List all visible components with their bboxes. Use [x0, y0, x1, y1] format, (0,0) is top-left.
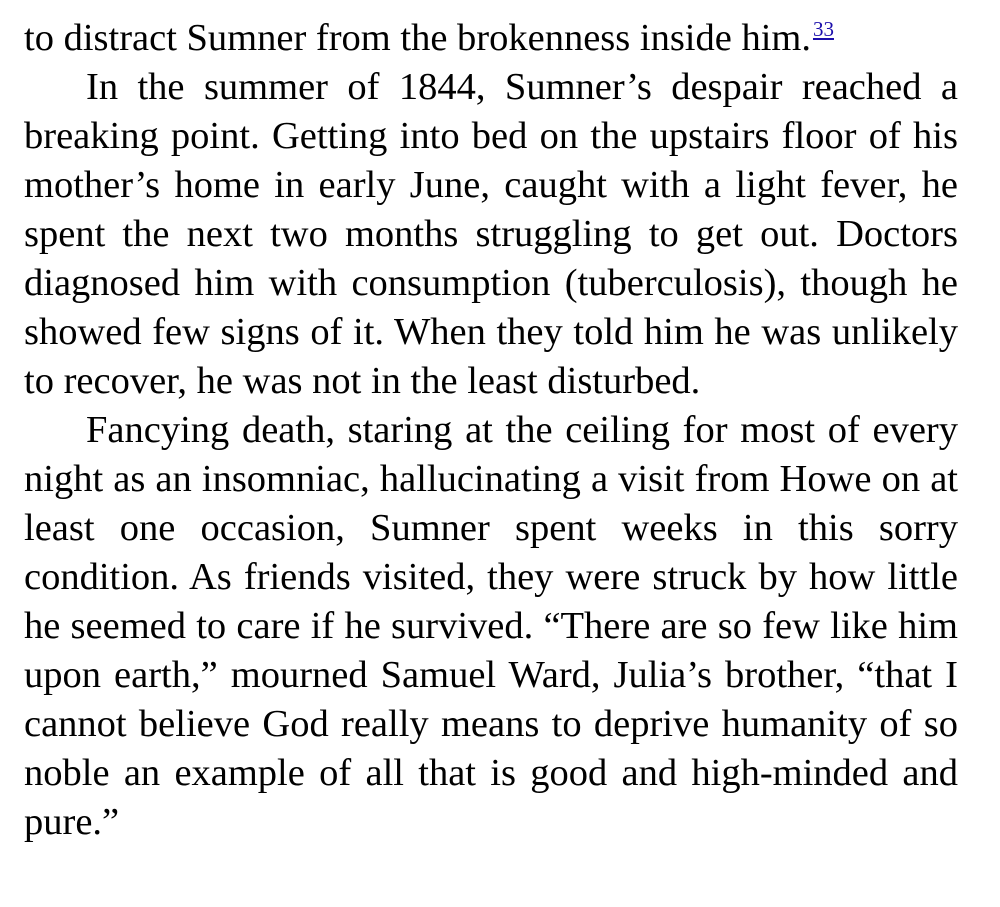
paragraph-continuation	[24, 14, 958, 63]
paragraph-summer-1844: In the summer of 1844, Sumner’s despair reached a breaking point. Getting into bed on the upstairs floor of his mother’s home in early June, caught with a light fever, he spent the next two months struggling to get out. Doctors diagnosed him with consumption (tuberculosis), though he showed few signs of it. When they told him he was unlikely to recover, he was not in the least disturbed.	[24, 66, 958, 402]
book-page	[24, 14, 958, 847]
paragraph-fancying-death: Fancying death, staring at the ceiling for most of every night as an insomniac, hallucinating a visit from Howe on at least one occasion, Sumner spent weeks in this sorry condition. As friends visited, they were struck by how little he seemed to care if he survived. “There are so few like him upon earth,” mourned Samuel Ward, Julia’s brother, “that I cannot believe God really means to deprive humanity of so noble an example of all that is good and high-minded and pure.”	[24, 409, 958, 843]
paragraph-text: to distract Sumner from the brokenness inside him.	[24, 17, 811, 59]
footnote-link[interactable]: 33	[812, 17, 834, 41]
